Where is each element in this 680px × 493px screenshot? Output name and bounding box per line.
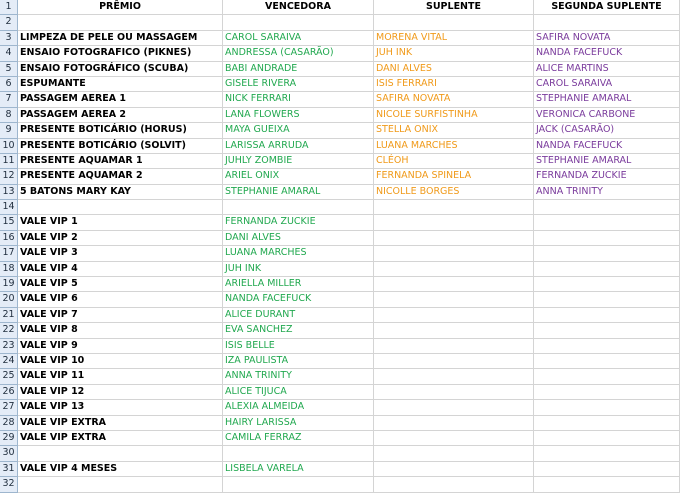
row-header[interactable]: 26 — [0, 385, 18, 400]
cell-suplente[interactable] — [374, 215, 534, 230]
cell-premio[interactable]: PRESENTE BOTICÁRIO (HORUS) — [18, 123, 223, 138]
cell-premio[interactable]: LIMPEZA DE PELE OU MASSAGEM — [18, 31, 223, 46]
cell-segunda-suplente[interactable]: SAFIRA NOVATA — [534, 31, 680, 46]
row-header[interactable]: 29 — [0, 431, 18, 446]
cell-premio[interactable]: PRESENTE AQUAMAR 2 — [18, 169, 223, 184]
cell-premio[interactable] — [18, 200, 223, 215]
cell-premio[interactable]: PRESENTE BOTICÁRIO (SOLVIT) — [18, 139, 223, 154]
cell-vencedora[interactable]: ISIS BELLE — [223, 339, 374, 354]
cell-premio[interactable]: VALE VIP 10 — [18, 354, 223, 369]
table-row — [0, 308, 680, 323]
cell-vencedora[interactable] — [223, 200, 374, 215]
cell-segunda-suplente[interactable]: ANNA TRINITY — [534, 185, 680, 200]
cell-segunda-suplente[interactable] — [534, 354, 680, 369]
cell-vencedora[interactable] — [223, 15, 374, 30]
table-row — [0, 462, 680, 477]
cell-vencedora[interactable] — [223, 477, 374, 492]
cell-premio[interactable]: VALE VIP 12 — [18, 385, 223, 400]
cell-suplente[interactable] — [374, 369, 534, 384]
table-row — [0, 62, 680, 77]
cell-vencedora[interactable]: ALEXIA ALMEIDA — [223, 400, 374, 415]
cell-suplente[interactable] — [374, 15, 534, 30]
cell-premio[interactable] — [18, 477, 223, 492]
row-header[interactable]: 24 — [0, 354, 18, 369]
cell-suplente[interactable] — [374, 246, 534, 261]
row-header[interactable]: 32 — [0, 477, 18, 492]
table-row — [0, 231, 680, 246]
row-header[interactable]: 12 — [0, 169, 18, 184]
cell-premio[interactable]: VALE VIP 2 — [18, 231, 223, 246]
cell-vencedora[interactable]: HAIRY LARISSA — [223, 416, 374, 431]
row-header[interactable]: 1 — [0, 0, 18, 15]
row-header[interactable]: 13 — [0, 185, 18, 200]
row-header[interactable]: 23 — [0, 339, 18, 354]
cell-segunda-suplente[interactable] — [534, 339, 680, 354]
cell-segunda-suplente[interactable] — [534, 200, 680, 215]
row-header[interactable]: 21 — [0, 308, 18, 323]
row-header[interactable]: 10 — [0, 139, 18, 154]
row-header[interactable]: 8 — [0, 108, 18, 123]
row-header[interactable]: 27 — [0, 400, 18, 415]
cell-vencedora[interactable]: ALICE TIJUCA — [223, 385, 374, 400]
cell-vencedora[interactable]: LISBELA VARELA — [223, 462, 374, 477]
cell-segunda-suplente[interactable] — [534, 215, 680, 230]
cell-segunda-suplente[interactable]: VERONICA CARBONE — [534, 108, 680, 123]
table-row — [0, 31, 680, 46]
cell-segunda-suplente[interactable]: STEPHANIE AMARAL — [534, 154, 680, 169]
cell-segunda-suplente[interactable]: STEPHANIE AMARAL — [534, 92, 680, 107]
row-header[interactable]: 16 — [0, 231, 18, 246]
cell-suplente[interactable] — [374, 477, 534, 492]
cell-segunda-suplente[interactable] — [534, 277, 680, 292]
header-premio[interactable]: PRÊMIO — [18, 0, 223, 15]
cell-premio[interactable]: VALE VIP EXTRA — [18, 431, 223, 446]
cell-segunda-suplente[interactable]: NANDA FACEFUCK — [534, 46, 680, 61]
cell-premio[interactable]: VALE VIP EXTRA — [18, 416, 223, 431]
cell-suplente[interactable] — [374, 385, 534, 400]
data-rows — [0, 15, 680, 492]
cell-vencedora[interactable]: JUH INK — [223, 262, 374, 277]
table-row — [0, 354, 680, 369]
cell-segunda-suplente[interactable] — [534, 262, 680, 277]
table-row — [0, 215, 680, 230]
cell-premio[interactable]: VALE VIP 8 — [18, 323, 223, 338]
cell-suplente[interactable] — [374, 323, 534, 338]
table-row — [0, 92, 680, 107]
cell-suplente[interactable] — [374, 339, 534, 354]
row-header[interactable]: 11 — [0, 154, 18, 169]
cell-premio[interactable]: VALE VIP 4 — [18, 262, 223, 277]
cell-suplente[interactable] — [374, 200, 534, 215]
cell-vencedora[interactable]: BABI ANDRADE — [223, 62, 374, 77]
cell-suplente[interactable]: MORENA VITAL — [374, 31, 534, 46]
table-row — [0, 46, 680, 61]
table-row — [0, 323, 680, 338]
cell-premio[interactable]: VALE VIP 9 — [18, 339, 223, 354]
table-row — [0, 400, 680, 415]
cell-premio[interactable]: ENSAIO FOTOGRAFICO (PIKNES) — [18, 46, 223, 61]
cell-premio[interactable] — [18, 15, 223, 30]
row-header[interactable]: 31 — [0, 462, 18, 477]
cell-suplente[interactable] — [374, 462, 534, 477]
cell-premio[interactable]: ESPUMANTE — [18, 77, 223, 92]
table-row — [0, 154, 680, 169]
table-row — [0, 277, 680, 292]
row-header[interactable]: 6 — [0, 77, 18, 92]
row-header[interactable]: 3 — [0, 31, 18, 46]
table-row — [0, 246, 680, 261]
row-header[interactable]: 18 — [0, 262, 18, 277]
cell-segunda-suplente[interactable] — [534, 308, 680, 323]
cell-suplente[interactable] — [374, 354, 534, 369]
cell-suplente[interactable] — [374, 231, 534, 246]
header-suplente[interactable]: SUPLENTE — [374, 0, 534, 15]
table-row — [0, 431, 680, 446]
table-row — [0, 369, 680, 384]
cell-premio[interactable]: VALE VIP 5 — [18, 277, 223, 292]
cell-vencedora[interactable]: LARISSA ARRUDA — [223, 139, 374, 154]
cell-vencedora[interactable]: IZA PAULISTA — [223, 354, 374, 369]
cell-segunda-suplente[interactable] — [534, 369, 680, 384]
cell-premio[interactable]: ENSAIO FOTOGRÁFICO (SCUBA) — [18, 62, 223, 77]
cell-vencedora[interactable]: CAROL SARAIVA — [223, 31, 374, 46]
table-row — [0, 262, 680, 277]
table-row — [0, 416, 680, 431]
cell-vencedora[interactable]: FERNANDA ZUCKIE — [223, 215, 374, 230]
row-header[interactable]: 2 — [0, 15, 18, 30]
cell-vencedora[interactable]: CAMILA FERRAZ — [223, 431, 374, 446]
header-row — [0, 0, 680, 15]
cell-vencedora[interactable]: ANDRESSA (CASARÃO) — [223, 46, 374, 61]
row-header[interactable]: 7 — [0, 92, 18, 107]
cell-segunda-suplente[interactable]: NANDA FACEFUCK — [534, 139, 680, 154]
header-vencedora[interactable]: VENCEDORA — [223, 0, 374, 15]
cell-segunda-suplente[interactable] — [534, 231, 680, 246]
cell-segunda-suplente[interactable] — [534, 292, 680, 307]
cell-premio[interactable]: VALE VIP 13 — [18, 400, 223, 415]
cell-segunda-suplente[interactable] — [534, 477, 680, 492]
row-header[interactable]: 17 — [0, 246, 18, 261]
cell-suplente[interactable] — [374, 416, 534, 431]
cell-segunda-suplente[interactable] — [534, 246, 680, 261]
cell-suplente[interactable]: CLÉOH — [374, 154, 534, 169]
table-row — [0, 446, 680, 461]
cell-vencedora[interactable]: ALICE DURANT — [223, 308, 374, 323]
cell-segunda-suplente[interactable] — [534, 15, 680, 30]
cell-vencedora[interactable]: NANDA FACEFUCK — [223, 292, 374, 307]
cell-suplente[interactable] — [374, 277, 534, 292]
cell-segunda-suplente[interactable]: JACK (CASARÃO) — [534, 123, 680, 138]
cell-premio[interactable]: PASSAGEM AEREA 1 — [18, 92, 223, 107]
cell-vencedora[interactable]: ANNA TRINITY — [223, 369, 374, 384]
cell-suplente[interactable] — [374, 262, 534, 277]
cell-segunda-suplente[interactable] — [534, 462, 680, 477]
table-row — [0, 292, 680, 307]
table-row — [0, 123, 680, 138]
cell-vencedora[interactable]: ARIELLA MILLER — [223, 277, 374, 292]
cell-vencedora[interactable]: LUANA MARCHES — [223, 246, 374, 261]
cell-premio[interactable]: PRESENTE AQUAMAR 1 — [18, 154, 223, 169]
row-header[interactable]: 25 — [0, 369, 18, 384]
row-header[interactable]: 5 — [0, 62, 18, 77]
cell-suplente[interactable]: SAFIRA NOVATA — [374, 92, 534, 107]
cell-vencedora[interactable]: LANA FLOWERS — [223, 108, 374, 123]
cell-vencedora[interactable]: DANI ALVES — [223, 231, 374, 246]
cell-suplente[interactable]: LUANA MARCHES — [374, 139, 534, 154]
row-header[interactable]: 30 — [0, 446, 18, 461]
cell-suplente[interactable]: NICOLE SURFISTINHA — [374, 108, 534, 123]
table-row — [0, 339, 680, 354]
cell-segunda-suplente[interactable] — [534, 446, 680, 461]
cell-premio[interactable]: VALE VIP 6 — [18, 292, 223, 307]
cell-vencedora[interactable]: JUHLY ZOMBIE — [223, 154, 374, 169]
table-row — [0, 200, 680, 215]
cell-vencedora[interactable]: EVA SANCHEZ — [223, 323, 374, 338]
cell-vencedora[interactable]: ARIEL ONIX — [223, 169, 374, 184]
cell-premio[interactable]: VALE VIP 1 — [18, 215, 223, 230]
cell-vencedora[interactable]: MAYA GUEIXA — [223, 123, 374, 138]
table-row — [0, 108, 680, 123]
cell-premio[interactable]: VALE VIP 11 — [18, 369, 223, 384]
table-row — [0, 185, 680, 200]
cell-suplente[interactable] — [374, 431, 534, 446]
cell-suplente[interactable]: FERNANDA SPINELA — [374, 169, 534, 184]
cell-premio[interactable] — [18, 446, 223, 461]
cell-suplente[interactable]: ISIS FERRARI — [374, 77, 534, 92]
row-header[interactable]: 15 — [0, 215, 18, 230]
row-header[interactable]: 28 — [0, 416, 18, 431]
cell-suplente[interactable] — [374, 292, 534, 307]
cell-vencedora[interactable]: STEPHANIE AMARAL — [223, 185, 374, 200]
row-header[interactable]: 19 — [0, 277, 18, 292]
table-row — [0, 385, 680, 400]
cell-suplente[interactable] — [374, 400, 534, 415]
cell-suplente[interactable]: NICOLLE BORGES — [374, 185, 534, 200]
cell-segunda-suplente[interactable] — [534, 385, 680, 400]
row-header[interactable]: 14 — [0, 200, 18, 215]
table-row — [0, 169, 680, 184]
cell-segunda-suplente[interactable] — [534, 400, 680, 415]
cell-suplente[interactable] — [374, 446, 534, 461]
cell-premio[interactable]: PASSAGEM AEREA 2 — [18, 108, 223, 123]
cell-suplente[interactable]: STELLA ONIX — [374, 123, 534, 138]
table-row — [0, 477, 680, 492]
cell-premio[interactable]: VALE VIP 4 MESES — [18, 462, 223, 477]
cell-suplente[interactable] — [374, 308, 534, 323]
row-header[interactable]: 4 — [0, 46, 18, 61]
table-row — [0, 77, 680, 92]
cell-segunda-suplente[interactable] — [534, 416, 680, 431]
cell-segunda-suplente[interactable] — [534, 431, 680, 446]
header-segunda-suplente[interactable]: SEGUNDA SUPLENTE — [534, 0, 680, 15]
row-header[interactable]: 9 — [0, 123, 18, 138]
cell-suplente[interactable]: JUH INK — [374, 46, 534, 61]
cell-segunda-suplente[interactable] — [534, 323, 680, 338]
cell-premio[interactable]: VALE VIP 3 — [18, 246, 223, 261]
table-row — [0, 139, 680, 154]
cell-segunda-suplente[interactable]: ALICE MARTINS — [534, 62, 680, 77]
cell-segunda-suplente[interactable]: CAROL SARAIVA — [534, 77, 680, 92]
cell-premio[interactable]: 5 BATONS MARY KAY — [18, 185, 223, 200]
row-header[interactable]: 22 — [0, 323, 18, 338]
cell-suplente[interactable]: DANI ALVES — [374, 62, 534, 77]
cell-premio[interactable]: VALE VIP 7 — [18, 308, 223, 323]
cell-vencedora[interactable]: GISELE RIVERA — [223, 77, 374, 92]
cell-segunda-suplente[interactable]: FERNANDA ZUCKIE — [534, 169, 680, 184]
row-header[interactable]: 20 — [0, 292, 18, 307]
cell-vencedora[interactable] — [223, 446, 374, 461]
cell-vencedora[interactable]: NICK FERRARI — [223, 92, 374, 107]
table-row — [0, 15, 680, 30]
